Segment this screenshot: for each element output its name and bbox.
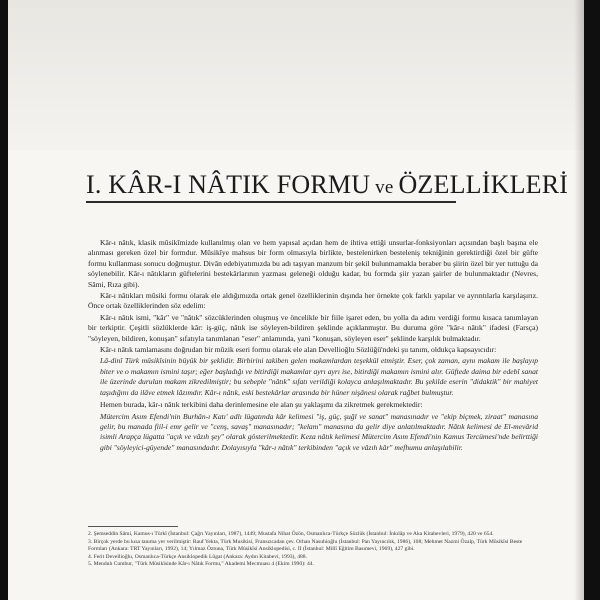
footnote: 4. Ferit Devellioğlu, Osmanlıca-Türkçe Ansiklopedik Lûgat (Ankara: Aydın Kitabevi, 1993), 488. — [88, 553, 307, 560]
title-underline — [86, 201, 456, 203]
book-page — [8, 0, 584, 600]
paragraph: Hemen burada, kâr-ı nâtık terkibini daha derinlemesine ele alan şu yaklaşımı da zikretmek gerekmektedir: — [100, 400, 423, 410]
chapter-title — [86, 170, 568, 200]
paragraph: Kâr-ı nâtık tamlamasını doğrudan bir mûzik eseri formu olarak ele alan Devellioğlu Sözlüğü'ndeki şu tanım, oldukça kapsayıcıdır: — [100, 345, 497, 355]
chapter-title-end: ÖZELLİKLERİ — [398, 170, 569, 199]
body-text — [88, 238, 538, 455]
paragraph: Kâr-ı nâtık ismi, "kâr" ve "nâtık" sözcüklerinden oluşmuş ve öncelikle bir fiile işaret eden, bu yolla da adını verdiği formu kısaca tanımlayan bir terkiptir. Çeşitli sözlüklerde kâr: iş-güç, nâtık ise söyleyen-bildiren şeklinde açıklanmıştır. Bu duruma göre "kâr-ı nâtık" ifadesi (Farsça) "söyleyen, bildiren, konuşan" sıfatıyla tanımlanan "eser" anlamında, yani "konuşan, söyleyen eser" şeklinde karşılık bulmaktadır. — [88, 312, 538, 343]
footnote: 2. Şemseddin Sâmi, Kamus-ı Türkî (İstanbul: Çağrı Yayınları, 1987), 1449; Mustafa Nihat Özön, Osmanlıca-Türkçe Sözlük (İstanbul: İnkılâp ve Aka Kitabevleri, 1979), 420 ve 654. — [88, 531, 494, 537]
page-edge-shadow — [574, 0, 584, 600]
paragraph: Kâr-ı nâtık, klasik mûsikîmizde kullanılmış olan ve hem yapısal açıdan hem de ihtiva ettiği unsurlar-fonksiyonları açısından başlı başına ele alınması gereken özel bir formdur. Mûsikîye mahsus bir form olmasıyla birlikte, bestelenirken besteleniş tekniğinin gerektirdiği özel bir güfte formu kullanması sonucu doğmuştur. Divân edebiyatımızda bu adı taşıyan manzum bir şekil bulunmamakla beraber bu şiirin özel bir yer tuttuğu da söylenebilir. Kâr-ı nâtıkların güftelerini bestekârlarının yazması geleneği olduğu kadar, bu formda şiir yazan şairler de bulunmaktadır (Nevres, Sâmi, Rıza gibi). — [88, 238, 538, 289]
chapter-title-main: I. KÂR-I NÂTIK FORMU — [86, 170, 371, 199]
block-quote: Mütercim Asım Efendi'nin Burhân-ı Katı' adlı lügatında kâr kelimesi "iş, güç, şuğl ve sanat" manasınadır ve "ekip biçmek, ziraat" manasına gelir, bu manada fiil-i emr gelir ve "cenş, savaş" manasınadır; "kelam" manasına da gelir diye anlatılmaktadır. Nâtık kelimesi de El-mevârid isimli Arapça lügatta "açık ve vâzıh şey" olarak gösterilmektedir. Keza nâtık kelimesi Mütercim Asım Efendi'nin Kamus Tercümesi'nde belirttiği gibi "söyleyici-güyende" manasındadır. Dolayısıyla "kâr-ı nâtık" terkibinden "açık ve vâzıh kâr" mefhumu anlaşılabilir. — [100, 411, 538, 452]
block-quote: Lâ-dinî Türk mûsikîsinin büyük bir şeklidir. Birbirini takiben gelen makamlardan teşekkül etmiştir. Eser, çok zaman, aynı makam ile başlayıp biter ve o makamın ismini taşır; eğer başladığı ve bitirdiği makamlar ayrı ayrı ise, bitirdiği makamın ismini alır. Güftede daima bir edebî sanat ile üzerinde durulan makam zikredilmiştir; bu sebeple "nâtık" sıfatı verildiği kolayca anlaşılmaktadır. Bu şekilde eserin "didaktik" bir mahiyet taşıdığını da ilâve etmek lâzımdır. Kâr-ı nâtık, eski bestekârlar arasında bir hüner nişânesi olarak rağbet bulmuştur. — [100, 356, 538, 397]
chapter-title-connector: ve — [370, 177, 399, 198]
footnotes — [88, 531, 538, 569]
footnote: 3. Birçok yerde bu kısa tanıma yer verilmiştir: Rauf Yekta, Türk Musikisi, Fransızcadan çev. Orhan Nasuhioğlu (İstanbul: Pan Yayıncılık, 1986), 108; Mehmet Nazmi Özalp, Türk Mûsikîsi Beste Formları (Ankara: TRT Yayınları, 1992), 14; Yılmaz Öztuna, Türk Mûsikîsi Ansiklopedisi, c. II (İstanbul: Millî Eğitim Basımevi, 1969), 427 gibi. — [88, 538, 523, 553]
footnote-divider — [88, 526, 178, 527]
page-top-tone — [8, 0, 584, 150]
paragraph: Kâr-ı nâtıkları mûsiki formu olarak ele aldığımızda ortak genel özelliklerinin dışında her örnekte çok farklı yapılar ve ayrıntılarla karşılaşırız. Önce ortak özelliklerinden söz edelim: — [88, 291, 538, 311]
footnote: 5. Menduh Cumbur, "Türk Mûsikîsinde Kâr-ı Nâtık Formu," Akademi Mecmuası 4 (Ekim 1990): 44. — [88, 561, 314, 568]
